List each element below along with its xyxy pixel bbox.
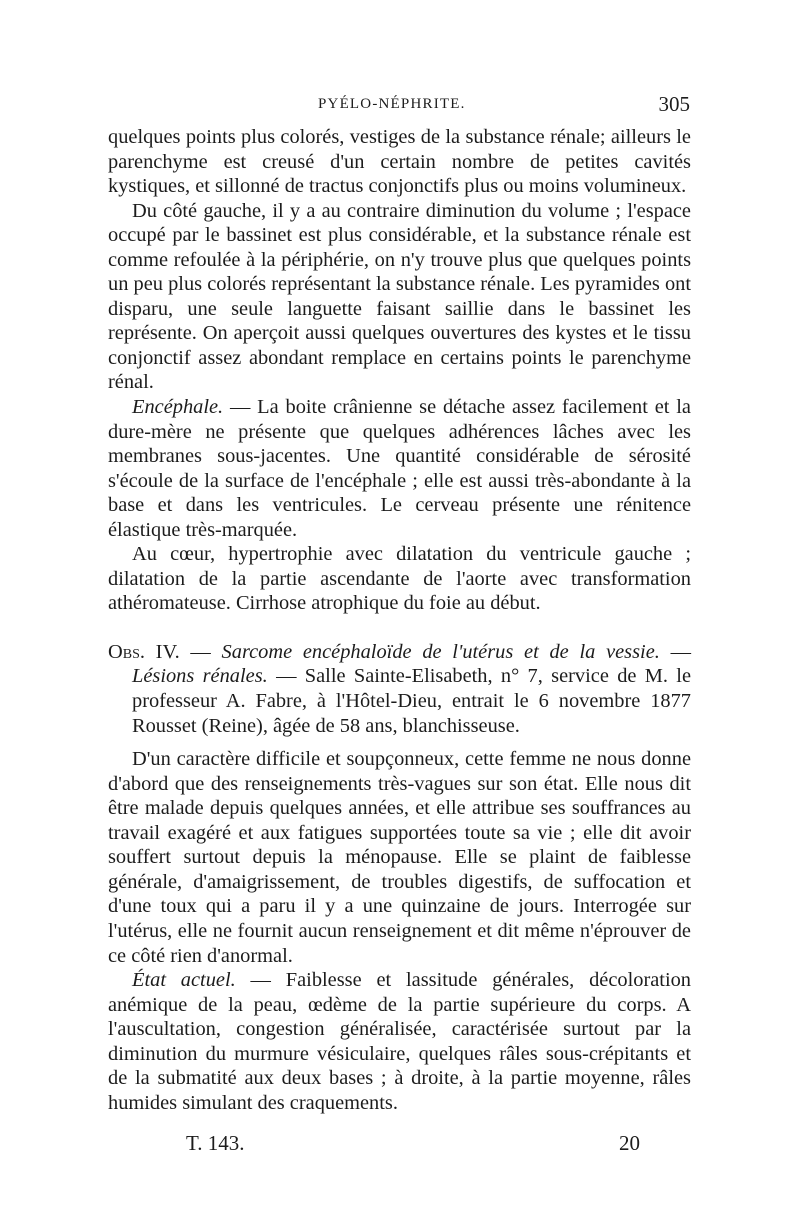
observation-title: Sarcome encéphaloïde de l'utérus et de la vessie. [221,640,660,663]
observation-label: Obs. IV. [108,640,180,663]
observation-subtitle: Lésions rénales. [132,665,268,688]
paragraph-etat-actuel [108,968,691,1115]
body-text [108,125,691,1115]
page-number: 305 [658,92,690,116]
observation-text: — Salle Sainte-Elisabeth, n° 7, service de M. le professeur A. Fabre, à l'Hôtel-Dieu, entrait le 6 novembre 1877 Rousset (Reine), âgée de 58 ans, blanchisseuse. [132,665,692,737]
etat-actuel-text: — Faiblesse et lassitude générales, décoloration anémique de la peau, œdème de la partie supérieure du corps. A l'auscultation, congestion généralisée, caractérisée surtout par la diminution du murmure vésiculaire, quelques râles sous-crépitants et de la submatité aux deux bases ; à droite, à la partie moyenne, râles humides simulant des craquements. [108,969,692,1114]
observation-dash-1: — [179,640,222,663]
running-head [108,92,690,122]
observation-dash-2: — [659,640,691,663]
page-footer [108,1131,691,1161]
paragraph-kidney-left: Du côté gauche, il y a au contraire diminution du volume ; l'espace occupé par le bassinet est plus considérable, et la substance rénale est comme refoulée à la périphérie, on n'y trouve plus que quelques points un peu plus colorés représentant la substance rénale. Les pyramides ont disparu, une seule languette faisant saillie dans le bassinet les représente. On aperçoit aussi quelques ouvertures des kystes et le tissu conjonctif assez abondant remplace en certains points le parenchyme rénal. [108,199,691,394]
signature-mark: T. 143. [186,1131,245,1155]
encephale-text: — La boite crânienne se détache assez facilement et la dure-mère ne présente que quelques adhérences lâches avec les membranes sous-jacentes. Une quantité considérable de sérosité s'écoule de la surface de l'encéphale ; elle est aussi très-abondante à la base et dans les ventricules. Le cerveau présente une rénitence élastique très-marquée. [108,396,691,541]
paragraph-history: D'un caractère difficile et soupçonneux, cette femme ne nous donne d'abord que des renseignements très-vagues sur son état. Elle nous dit être malade depuis quelques années, et elle attribue ses souffrances au travail exagéré et aux fatigues supportées toute sa vie ; elle dit avoir souffert surtout depuis la ménopause. Elle se plaint de faiblesse générale, d'amaigrissement, de troubles digestifs, de suffocation et d'une toux qui a paru il y a une quinzaine de jours. Interrogée sur l'utérus, elle ne fournit aucun renseignement et dit même n'éprouver de ce côté rien d'anormal. [108,748,691,967]
sheet-number: 20 [619,1131,640,1155]
observation-heading [108,640,691,738]
running-title: PYÉLO-NÉPHRITE. [318,96,466,112]
paragraph-heart: Au cœur, hypertrophie avec dilatation du ventricule gauche ; dilatation de la partie ascendante de l'aorte avec transformation athéromateuse. Cirrhose atrophique du foie au début. [108,543,691,615]
paragraph-encephale [108,395,691,542]
encephale-label: Encéphale. [132,396,224,419]
etat-actuel-label: État actuel. [132,969,236,992]
paragraph-kidney-right: quelques points plus colorés, vestiges de la substance rénale; ailleurs le parenchyme est creusé d'un certain nombre de petites cavités kystiques, et sillonné de tractus conjonctifs plus ou moins volumineux. [108,126,691,198]
